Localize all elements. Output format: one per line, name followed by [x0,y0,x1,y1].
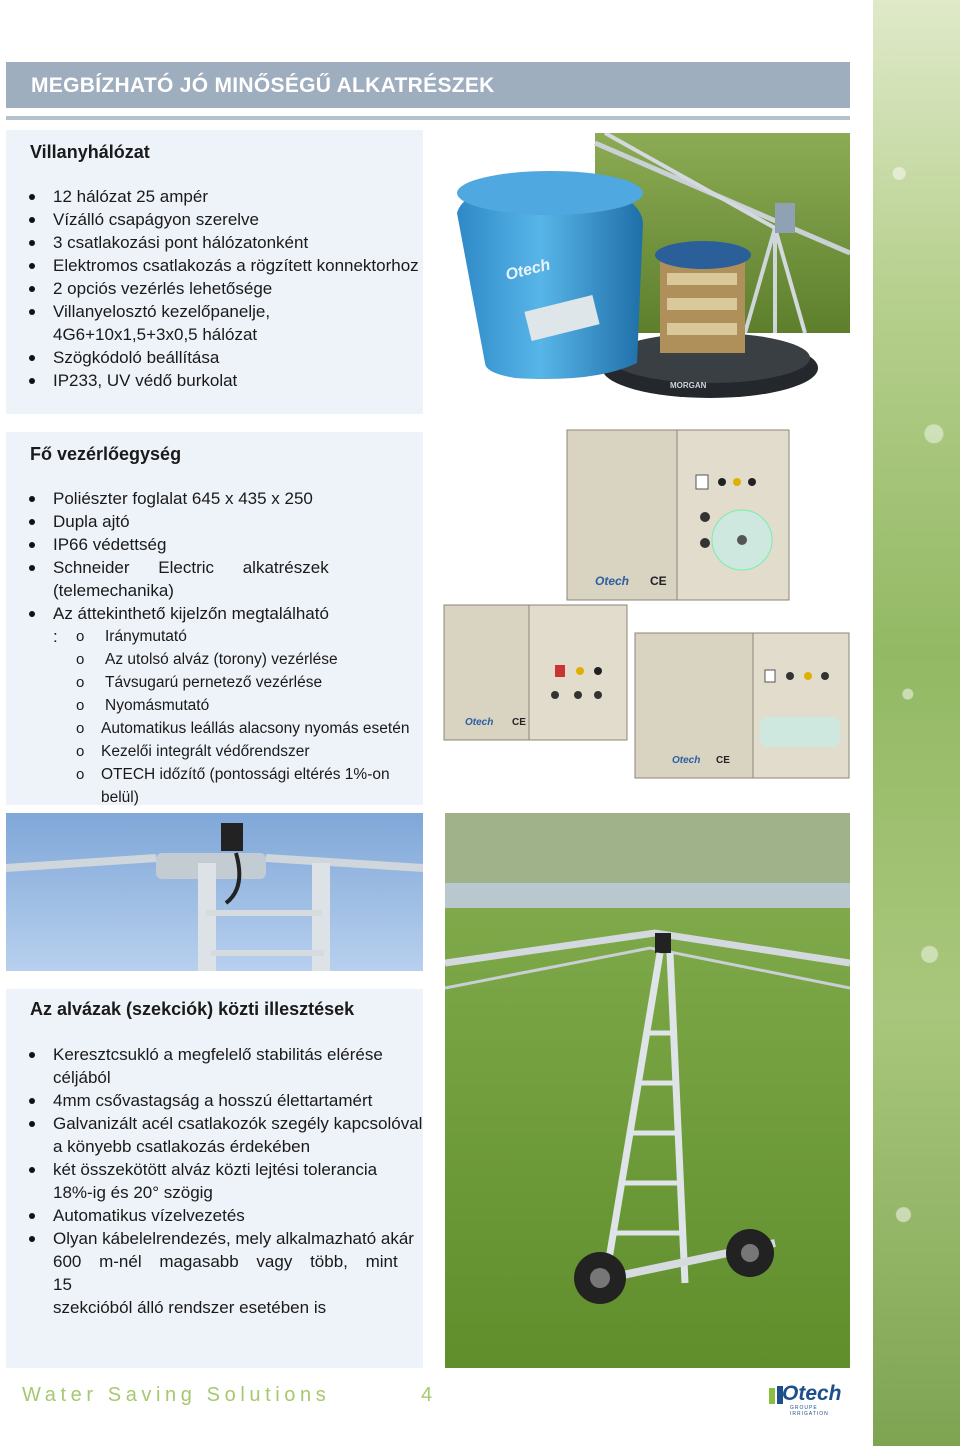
list-item-continuation: (telemechanika) [53,581,174,600]
list-item: 4mm csővastagság a hosszú élettartamért [30,1089,423,1112]
list-item-continuation: 600 m-nél magasabb vagy több, mint 15 [53,1252,398,1294]
control-panels-photo [440,425,855,783]
joint-closeup-photo [6,813,423,971]
sub-list-item: o Iránymutató [76,625,421,648]
page-header [6,62,850,108]
display-features-list [76,625,421,809]
sub-list-item: o Automatikus leállás alacsony nyomás esetén [76,717,421,740]
control-unit-list [30,487,330,648]
footer-tagline: Water Saving Solutions [22,1384,331,1406]
list-item: Automatikus vízelvezetés [30,1204,423,1227]
list-item: Poliészter foglalat 645 x 435 x 250 [30,487,330,510]
list-item-continuation: szekcióból álló rendszer esetében is [53,1298,327,1317]
tower-field-photo [445,813,850,1368]
list-item: Szögkódoló beállítása [30,346,420,369]
list-item: Galvanizált acél csatlakozók szegély kapcsolóval [30,1112,423,1135]
section-title: Fő vezérlőegység [30,444,182,464]
power-network-list [30,185,420,392]
section-title: Villanyhálózat [30,142,150,162]
list-item: Dupla ajtó [30,510,330,533]
list-item: Schneider Electric alkatrészek [30,556,330,579]
panel-ce-mark: CE [512,717,526,728]
list-item: 2 opciós vezérlés lehetősége [30,277,420,300]
section-title: Az alvázak (szekciók) közti illesztések [30,999,355,1019]
sub-list-item: o OTECH időzítő (pontossági eltérés 1%-on belül) [76,763,421,809]
power-network-panel [6,130,423,414]
list-item: két összekötött alváz közti lejtési tolerancia [30,1158,423,1181]
list-item: 3 csatlakozási pont hálózatonként [30,231,420,254]
sub-list-item: o Nyomásmutató [76,694,421,717]
sub-list-item: o Kezelői integrált védőrendszer [76,740,421,763]
joints-list [30,1043,423,1319]
panel-ce-mark: CE [650,574,667,588]
list-item: Az áttekinthető kijelzőn megtalálható : [30,602,330,648]
list-item: Elektromos csatlakozás a rögzített konnektorhoz [30,254,420,277]
list-item: Villanyelosztó kezelőpanelje, [30,300,420,323]
list-item: 12 hálózat 25 ampér [30,185,420,208]
sub-list-item: o Az utolsó alváz (torony) vezérlése [76,648,421,671]
collector-ring-photo [445,133,850,411]
list-item: Keresztcsukló a megfelelő stabilitás elérése [30,1043,423,1066]
list-item: IP233, UV védő burkolat [30,369,420,392]
panel-ce-mark: CE [716,755,730,766]
header-divider [6,116,850,120]
joints-panel [6,989,423,1368]
list-item-continuation: a könyebb csatlakozás érdekében [53,1137,311,1156]
page-number: 4 [421,1384,433,1406]
panel-logo-text: Otech [465,717,494,728]
list-item-continuation: céljából [53,1068,111,1087]
list-item-continuation: 18%-ig és 20° szögig [53,1183,213,1202]
dome-logo-text: Otech [503,256,553,284]
otech-logo [768,1380,853,1417]
panel-logo-text: Otech [595,574,630,588]
panel-logo-text: Otech [672,755,701,766]
list-item-continuation: 4G6+10x1,5+3x0,5 hálózat [53,325,258,344]
dome-brand-text: MORGAN [670,381,707,390]
list-item: Vízálló csapágyon szerelve [30,208,420,231]
list-item: IP66 védettség [30,533,330,556]
decorative-water-drops-strip [873,0,960,1446]
page-title: MEGBÍZHATÓ JÓ MINŐSÉGŰ ALKATRÉSZEK [31,74,495,97]
list-item: Olyan kábelelrendezés, mely alkalmazható akár [30,1227,423,1250]
control-unit-panel [6,432,423,805]
logo-subtitle: GROUPE IRRIGATION [790,1405,829,1417]
logo-text: Otech [782,1382,842,1405]
sub-list-item: o Távsugarú pernetező vezérlése [76,671,421,694]
